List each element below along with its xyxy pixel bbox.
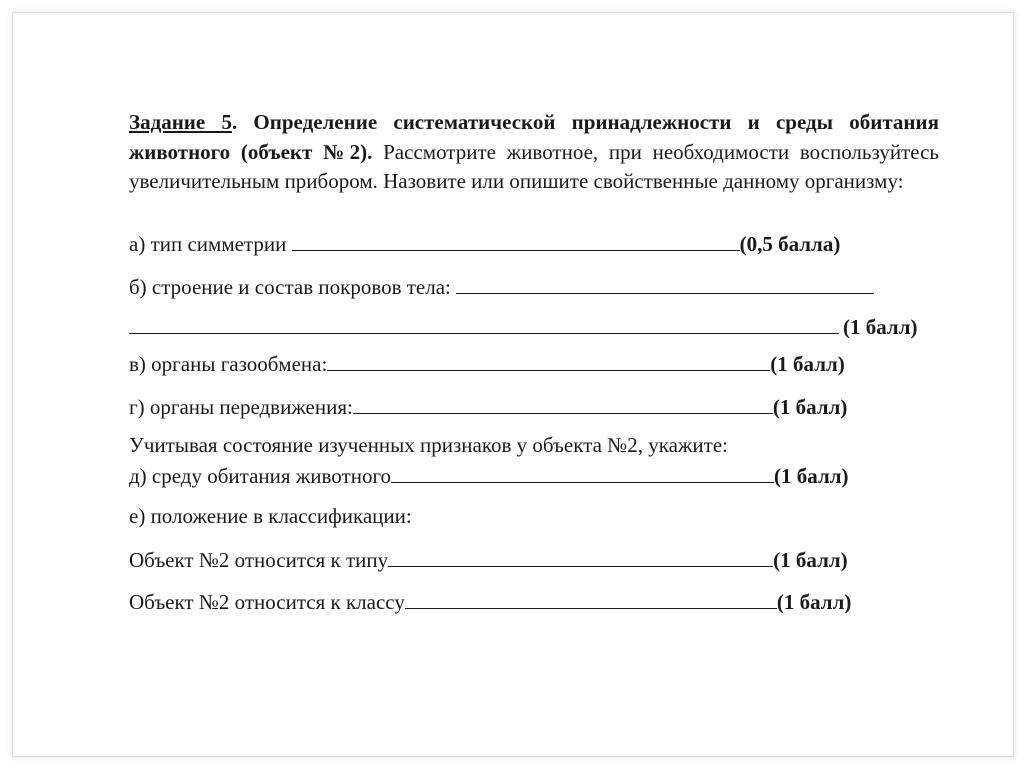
consider-text: Учитывая состояние изученных признаков у объекта №2, укажите: bbox=[129, 433, 728, 457]
item-g-score: (1 балл) bbox=[772, 395, 848, 419]
task-header bbox=[129, 108, 939, 197]
type-score: (1 балл) bbox=[773, 548, 848, 572]
item-b-row bbox=[129, 273, 949, 299]
item-d-row bbox=[129, 462, 949, 488]
item-a-label: а) тип симметрии bbox=[129, 232, 287, 256]
item-g-row bbox=[129, 393, 949, 419]
class-label: Объект №2 относится к классу bbox=[129, 590, 405, 614]
item-v-score: (1 балл) bbox=[770, 352, 845, 376]
item-d-label: д) среду обитания животного bbox=[129, 464, 392, 488]
item-g-label: г) органы передвижения: bbox=[129, 395, 353, 419]
item-g-blank[interactable] bbox=[353, 393, 773, 414]
type-blank[interactable] bbox=[388, 546, 773, 567]
item-a-blank[interactable] bbox=[292, 230, 740, 251]
item-b-continuation-row bbox=[129, 313, 949, 339]
class-score: (1 балл) bbox=[776, 590, 852, 614]
class-row bbox=[129, 588, 949, 614]
task-label: Задание 5 bbox=[129, 110, 232, 134]
task-title: . Определение систематической принадлежности и среды обитания животного (объект №2). bbox=[129, 110, 939, 164]
worksheet bbox=[129, 108, 939, 614]
item-a-row bbox=[129, 230, 949, 256]
item-d-score: (1 балл) bbox=[774, 464, 849, 488]
type-label: Объект №2 относится к типу bbox=[129, 548, 389, 572]
item-e-label: е) положение в классификации: bbox=[129, 504, 412, 528]
item-b-blank-2[interactable] bbox=[129, 313, 839, 334]
item-a-score: (0,5 балла) bbox=[739, 232, 841, 256]
item-v-row bbox=[129, 350, 949, 376]
item-b-score: (1 балл) bbox=[843, 315, 918, 339]
item-v-blank[interactable] bbox=[327, 350, 770, 371]
item-d-blank[interactable] bbox=[391, 462, 774, 483]
task-intro: Рассмотрите животное, при необходимости воспользуйтесь увеличительным прибором. Назовите или опишите свойственные данному организму: bbox=[129, 139, 939, 193]
item-b-blank[interactable] bbox=[456, 273, 874, 294]
item-b-label: б) строение и состав покровов тела: bbox=[129, 275, 451, 299]
class-blank[interactable] bbox=[405, 588, 777, 609]
type-row bbox=[129, 546, 949, 572]
item-v-label: в) органы газообмена: bbox=[129, 352, 328, 376]
